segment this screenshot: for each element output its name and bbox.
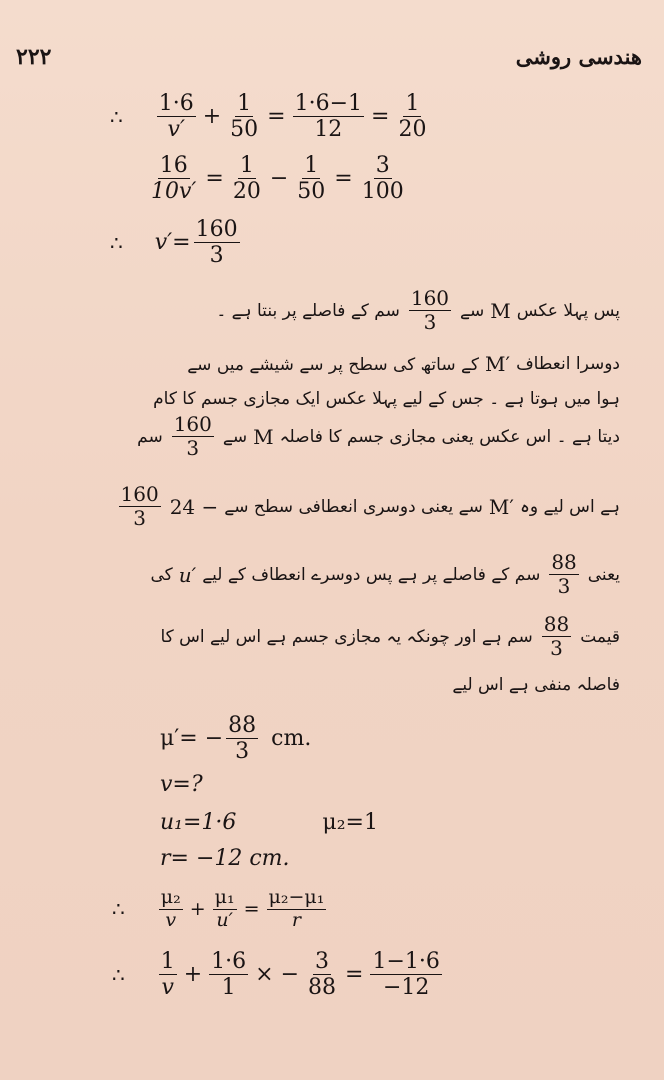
fraction: $\frac{3}{88}$	[308, 949, 337, 1001]
equation-8: ∴ $\frac{\text{μ₂}}{v}$ + $\frac{\text{μ₁}}{u'}$ = $\frac{\text{μ₂−μ₁}}{r}$	[112, 886, 325, 931]
fraction: $\frac{16}{10v'}$	[151, 153, 197, 205]
fraction: $\frac{\text{μ₂−μ₁}}{r}$	[268, 886, 325, 931]
therefore-symbol: ∴	[110, 104, 123, 129]
fraction: $\frac{\text{μ₁}}{u'}$	[214, 886, 235, 931]
fraction: $\frac{1\cdot 6}{1}$	[211, 949, 247, 1001]
fraction: $\frac{88}{3}$	[551, 550, 577, 598]
equation-3: ∴ v′= $\frac{160}{3}$	[110, 217, 238, 269]
urdu-line-2: دوسرا انعطاف M′ کے ساتھ کی سطح پر سے شیشے میں سے	[187, 352, 620, 376]
fraction: $\frac{1}{v}$	[160, 949, 175, 1001]
fraction: $\frac{160}{3}$	[173, 412, 212, 460]
fraction: $\frac{160}{3}$	[410, 286, 450, 334]
therefore-symbol: ∴	[112, 962, 125, 987]
equation-1: ∴ $\frac{1\cdot 6}{v'}$ + $\frac{1}{50}$ = $\frac{1\cdot 6-1}{12}$ = $\frac{1}{20}$	[110, 91, 427, 143]
fraction: $\frac{1\cdot 6-1}{12}$	[294, 91, 363, 143]
urdu-line-1: پس پہلا عکس M سے $\frac{160}{3}$ سم کے فاصلے پر بنتا ہے ۔	[216, 286, 620, 334]
page-number: ۲۲۲	[16, 44, 52, 70]
urdu-line-6: یعنی $\frac{88}{3}$ سم کے فاصلے پر ہے پس دوسرے انعطاف کے لیے u′ کی	[150, 550, 620, 598]
urdu-line-4: دیتا ہے ۔ اس عکس یعنی مجازی جسم کا فاصلہ M سے $\frac{160}{3}$ سم	[137, 412, 620, 460]
fraction: $\frac{1}{20}$	[232, 153, 261, 205]
equation-5: v=?	[160, 772, 203, 797]
fraction: $\frac{88}{3}$	[228, 713, 257, 765]
urdu-line-5: ہے اس لیے وہ M′ سے یعنی دوسری انعطافی سطح سے 24 − $\frac{160}{3}$	[120, 482, 620, 530]
therefore-symbol: ∴	[112, 897, 125, 922]
equation-4: μ′= − $\frac{88}{3}$ cm.	[160, 713, 312, 765]
fraction: $\frac{88}{3}$	[543, 612, 570, 660]
chapter-title: ھندسی روشی	[515, 44, 642, 69]
urdu-line-8: فاصلہ منفی ہے اس لیے	[452, 675, 620, 695]
fraction: $\frac{160}{3}$	[120, 482, 159, 530]
fraction: $\frac{1\cdot 6}{v'}$	[158, 91, 194, 143]
page-header	[16, 44, 642, 78]
fraction: $\frac{1}{50}$	[230, 91, 259, 143]
fraction: $\frac{3}{100}$	[361, 153, 404, 205]
therefore-symbol: ∴	[110, 230, 123, 255]
fraction: $\frac{1-1\cdot 6}{-12}$	[372, 949, 440, 1001]
equation-9: ∴ $\frac{1}{v}$ + $\frac{1\cdot 6}{1}$ × − $\frac{3}{88}$ = $\frac{1-1\cdot 6}{-12}$	[112, 949, 440, 1001]
fraction: $\frac{160}{3}$	[195, 217, 238, 269]
equation-2: $\frac{16}{10v'}$ = $\frac{1}{20}$ − $\frac{1}{50}$ = $\frac{3}{100}$	[151, 153, 404, 205]
equation-7: r= −12 cm.	[160, 846, 290, 871]
fraction: $\frac{1}{20}$	[398, 91, 427, 143]
urdu-line-3: ہوا میں ہوتا ہے ۔ جس کے لیے پہلا عکس ایک مجازی جسم کا کام	[153, 389, 620, 409]
equation-6: u₁=1·6 μ₂=1	[160, 810, 378, 835]
fraction: $\frac{\text{μ₂}}{v}$	[160, 886, 181, 931]
urdu-line-7: قیمت $\frac{88}{3}$ سم ہے اور چونکہ یہ مجازی جسم ہے اس لیے اس کا	[160, 612, 620, 660]
fraction: $\frac{1}{50}$	[297, 153, 326, 205]
